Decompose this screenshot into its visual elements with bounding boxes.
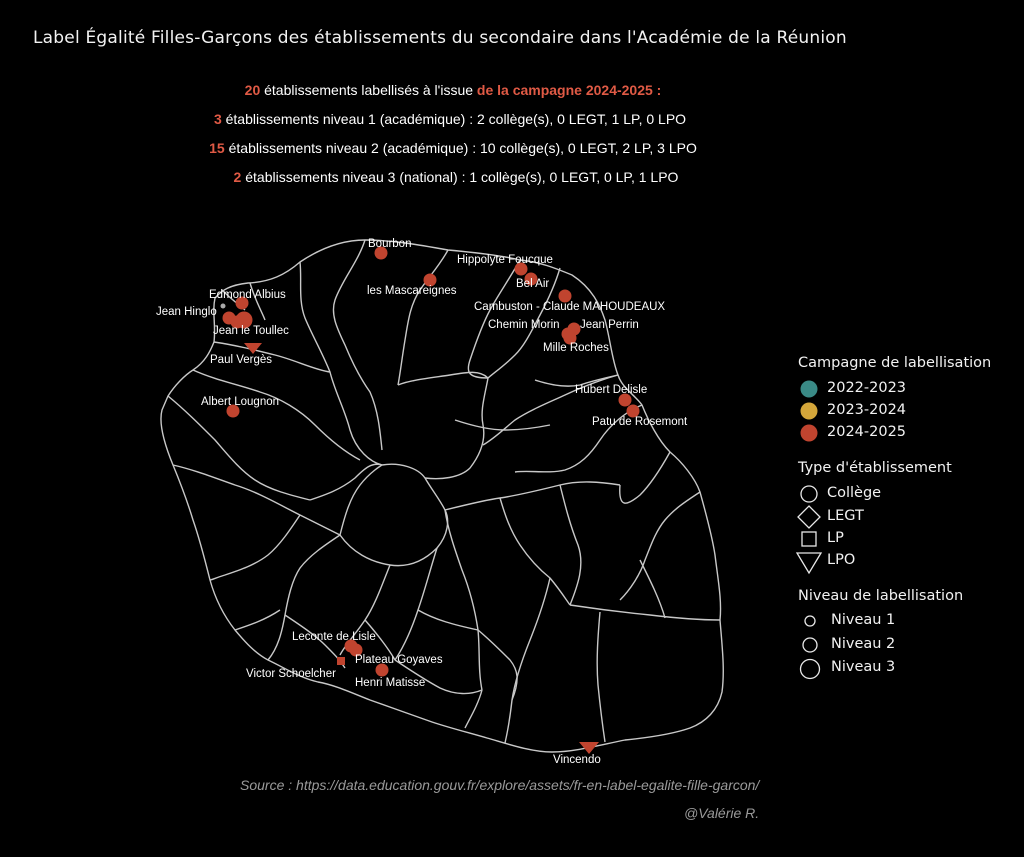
label-bel-air: Bel Air (516, 278, 550, 290)
legend-campaign-title: Campagne de labellisation (798, 355, 992, 371)
summary-level2-text: établissements niveau 2 (académique) : 10 collège(s), 0 LEGT, 2 LP, 3 LPO (228, 140, 697, 156)
label-patu-de-rosemont: Patu de Rosemont (592, 416, 688, 428)
legend-level-1-icon (805, 616, 815, 626)
label-henri-matisse: Henri Matisse (355, 677, 426, 689)
label-chemin-morin: Chemin Morin (488, 319, 560, 331)
legend-level-2-icon (803, 638, 817, 652)
label-jean-le-toullec: Jean le Toullec (213, 325, 289, 337)
legend-campaign-2024-2025: 2024-2025 (827, 424, 907, 440)
label-albert-lougnon: Albert Lougnon (201, 396, 280, 408)
label-vincendo: Vincendo (553, 754, 601, 766)
label-edmond-albius: Edmond Albius (209, 289, 286, 301)
label-jean-perrin: Jean Perrin (580, 319, 639, 331)
legend-campaign-2023-2024: 2023-2024 (827, 402, 907, 418)
legend-type-title: Type d'établissement (798, 460, 952, 476)
page-title: Label Égalité Filles-Garçons des établissements du secondaire dans l'Académie de la Réunion (33, 28, 847, 48)
legend-type-legt: LEGT (827, 508, 864, 524)
legend-level-2: Niveau 2 (831, 636, 896, 652)
summary-total-text: établissements labellisés à l'issue (264, 82, 474, 98)
summary-level3-count: 2 (233, 169, 242, 185)
source-note: Source : https://data.education.gouv.fr/explore/assets/fr-en-label-egalite-fille-garcon/ (240, 777, 760, 793)
diamond-icon (798, 506, 820, 528)
label-paul-verges: Paul Vergès (210, 354, 273, 366)
label-leconte-de-lisle: Leconte de Lisle (292, 631, 376, 643)
triangle-down-icon (797, 553, 821, 573)
label-cambuston: Cambuston - Claude MAHOUDEAUX (474, 301, 666, 313)
label-jean-hinglo: Jean Hinglo (156, 306, 217, 318)
label-bourbon: Bourbon (368, 238, 412, 250)
legend-campaign-2022-2023: 2022-2023 (827, 380, 907, 396)
label-hippolyte-foucque: Hippolyte Foucque (457, 254, 553, 266)
label-hubert-delisle: Hubert Delisle (575, 384, 648, 396)
label-mille-roches: Mille Roches (543, 342, 609, 354)
marker-victor-schoelcher (337, 657, 345, 665)
summary-total-count: 20 (244, 82, 261, 98)
legend-swatch-2024-2025 (801, 425, 818, 442)
marker-small-grey (221, 304, 226, 309)
summary-level2-count: 15 (209, 140, 225, 156)
legend-type-lp: LP (827, 530, 844, 546)
legend-swatch-2022-2023 (801, 381, 818, 398)
legend-level-3: Niveau 3 (831, 659, 896, 675)
legend-swatch-2023-2024 (801, 403, 818, 420)
label-les-mascareignes: les Mascareignes (367, 285, 457, 297)
legend-type-college: Collège (827, 485, 882, 501)
label-plateau-goyaves: Plateau Goyaves (355, 654, 443, 666)
legend-type-lpo: LPO (827, 552, 856, 568)
summary-level3-text: établissements niveau 3 (national) : 1 collège(s), 0 LEGT, 0 LP, 1 LPO (245, 169, 679, 185)
summary-level1-count: 3 (213, 111, 222, 127)
summary-total-campaign: de la campagne 2024-2025 : (476, 82, 662, 98)
legend-level-1: Niveau 1 (831, 612, 896, 628)
square-icon (802, 532, 816, 546)
label-victor-schoelcher: Victor Schoelcher (246, 668, 336, 680)
summary-level1-text: établissements niveau 1 (académique) : 2 collège(s), 0 LEGT, 1 LP, 0 LPO (225, 111, 687, 127)
legend-symbols (797, 381, 821, 679)
marker-vincendo (579, 742, 599, 754)
legend-level-3-icon (801, 660, 820, 679)
circle-icon (801, 486, 817, 502)
legend-level-title: Niveau de labellisation (798, 588, 964, 604)
author-credit: @Valérie R. (684, 805, 760, 821)
